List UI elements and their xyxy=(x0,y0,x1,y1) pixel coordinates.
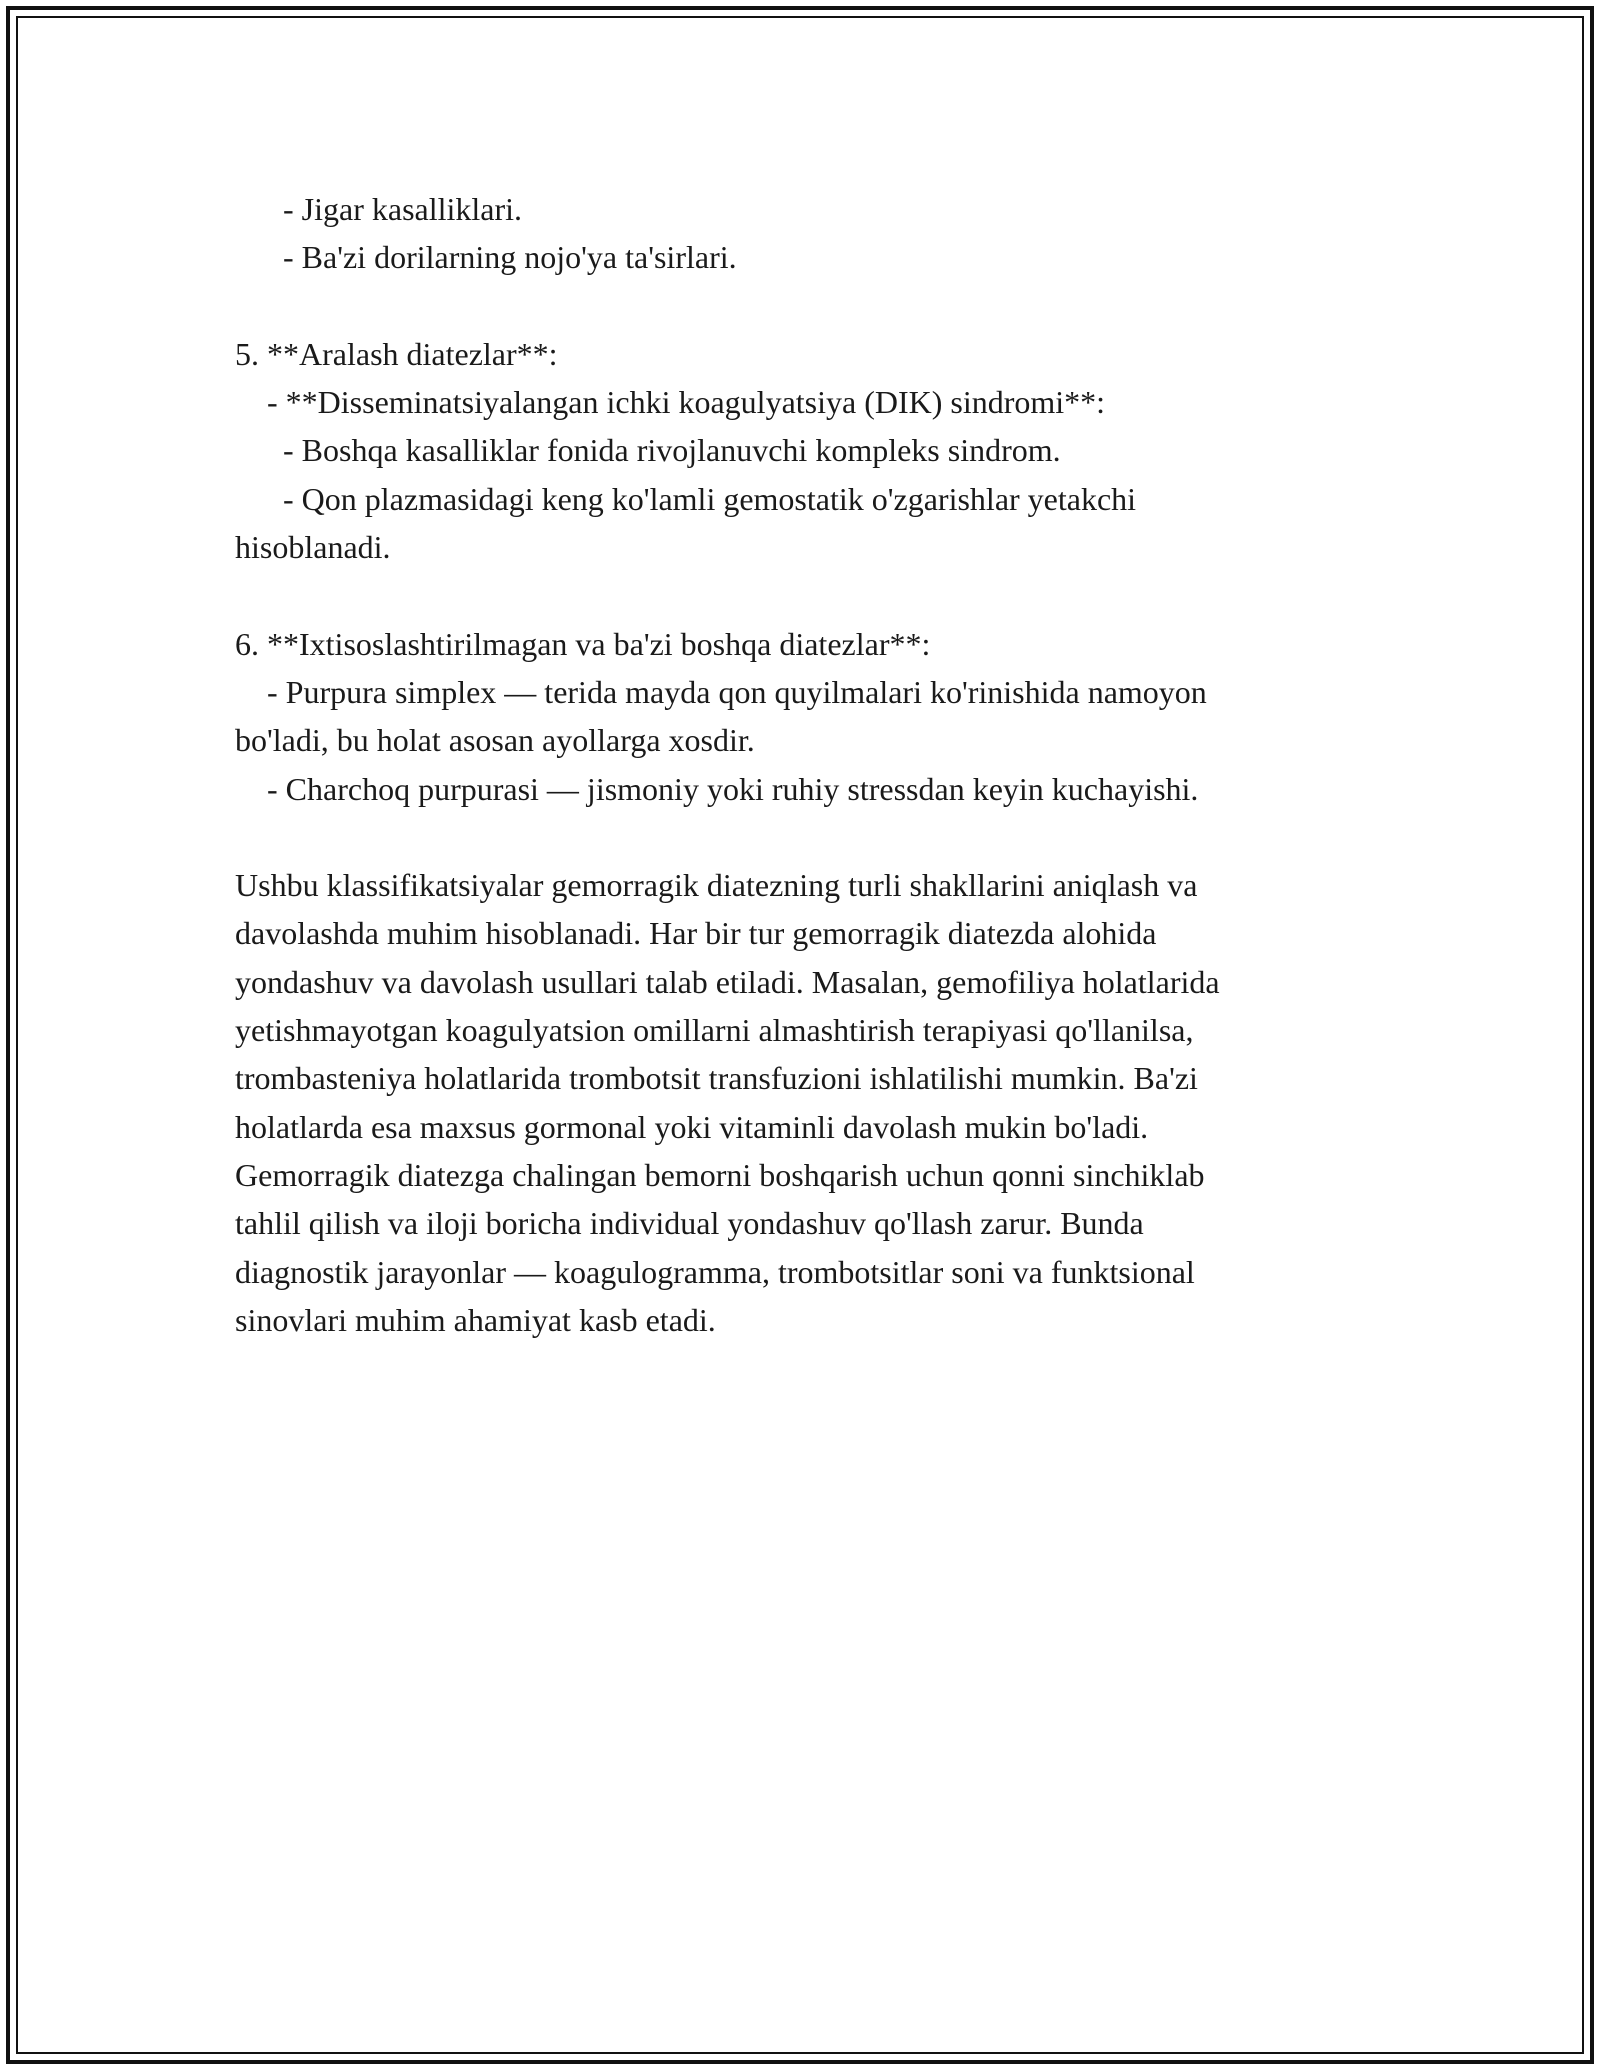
spacer xyxy=(235,813,1375,861)
list-item: - Ba'zi dorilarning nojo'ya ta'sirlari. xyxy=(235,239,737,276)
list-item: - Charchoq purpurasi — jismoniy yoki ruhiy stressdan keyin kuchayishi. xyxy=(235,770,1199,807)
paragraph-line: yondashuv va davolash usullari talab etiladi. Masalan, gemofiliya holatlarida xyxy=(235,963,1220,1000)
spacer xyxy=(235,282,1375,330)
spacer xyxy=(235,571,1375,619)
paragraph-line: Ushbu klassifikatsiyalar gemorragik diatezning turli shakllarini aniqlash va xyxy=(235,867,1198,904)
document-body xyxy=(235,185,1375,1344)
paragraph-line: yetishmayotgan koagulyatsion omillarni almashtirish terapiyasi qo'llanilsa, xyxy=(235,1012,1194,1049)
list-item: - Boshqa kasalliklar fonida rivojlanuvchi kompleks sindrom. xyxy=(235,432,1061,469)
list-item-continuation: bo'ladi, bu holat asosan ayollarga xosdir. xyxy=(235,722,755,759)
paragraph-line: tahlil qilish va iloji boricha individual yondashuv qo'llash zarur. Bunda xyxy=(235,1205,1144,1242)
list-item: - Qon plazmasidagi keng ko'lamli gemostatik o'zgarishlar yetakchi xyxy=(235,480,1137,517)
paragraph-line: diagnostik jarayonlar — koagulogramma, trombotsitlar soni va funktsional xyxy=(235,1253,1195,1290)
section-heading: 5. **Aralash diatezlar**: xyxy=(235,335,558,372)
paragraph-line: trombasteniya holatlarida trombotsit transfuzioni ishlatilishi mumkin. Ba'zi xyxy=(235,1060,1198,1097)
paragraph-line: sinovlari muhim ahamiyat kasb etadi. xyxy=(235,1301,716,1338)
section-heading: 6. **Ixtisoslashtirilmagan va ba'zi boshqa diatezlar**: xyxy=(235,625,931,662)
paragraph-line: Gemorragik diatezga chalingan bemorni boshqarish uchun qonni sinchiklab xyxy=(235,1156,1205,1193)
paragraph-line: holatlarda esa maxsus gormonal yoki vitaminli davolash mukin bo'ladi. xyxy=(235,1108,1149,1145)
list-item-continuation: hisoblanadi. xyxy=(235,529,391,566)
paragraph-line: davolashda muhim hisoblanadi. Har bir tur gemorragik diatezda alohida xyxy=(235,915,1157,952)
sub-heading: - **Disseminatsiyalangan ichki koagulyatsiya (DIK) sindromi**: xyxy=(235,384,1106,421)
list-item: - Purpura simplex — terida mayda qon quyilmalari ko'rinishida namoyon xyxy=(235,673,1207,710)
list-item: - Jigar kasalliklari. xyxy=(235,191,523,227)
